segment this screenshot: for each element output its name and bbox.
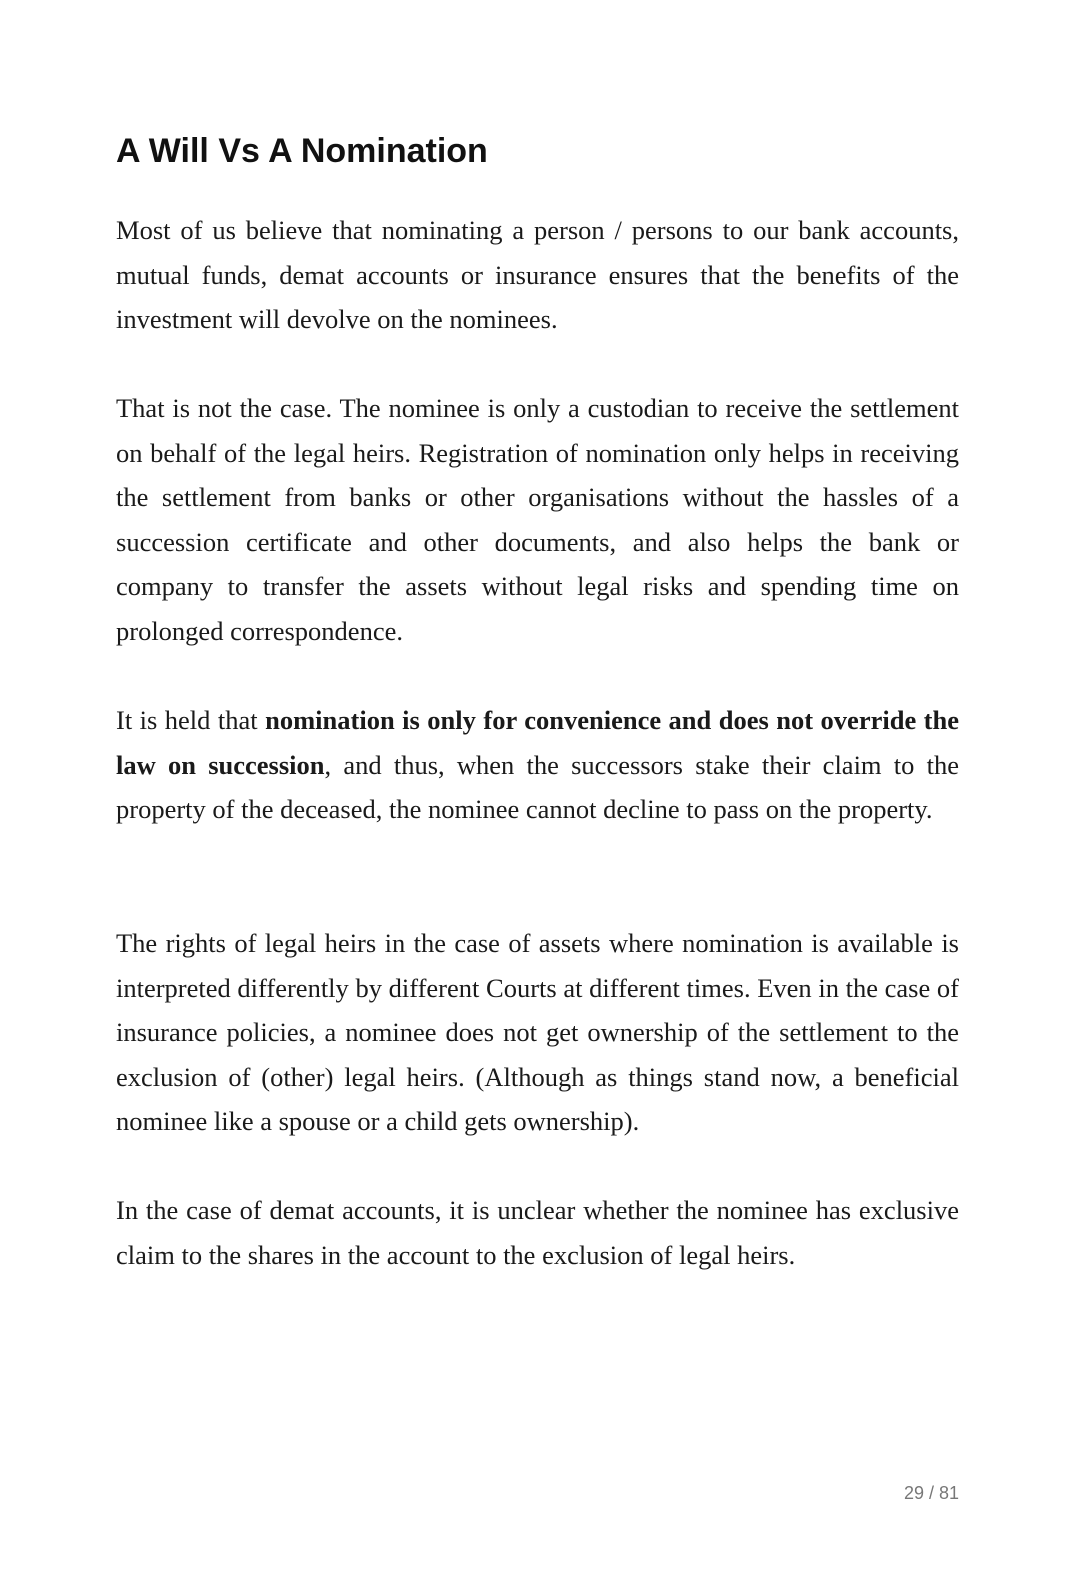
paragraph-3 [116,698,959,832]
paragraph-3-lead: It is held that [116,705,266,735]
paragraph-3-tail: , and thus, when the successors stake their claim to the property of the deceased, the nominee cannot decline to pass on the property. [116,749,959,824]
paragraph-1: Most of us believe that nominating a person / persons to our bank accounts, mutual funds, demat accounts or insurance ensures that the benefits of the investment will devolve on the nominees. [116,215,959,334]
page-title: A Will Vs A Nomination [116,132,488,170]
paragraph-4: The rights of legal heirs in the case of assets where nomination is available is interpreted differently by different Courts at different times. Even in the case of insurance policies, a nominee does not get ownership of the settlement to the exclusion of (other) legal heirs. (Although as things stand now, a beneficial nominee like a spouse or a child gets ownership). [116,928,959,1136]
page-number: 29 / 81 [903,1483,959,1503]
paragraph-5: In the case of demat accounts, it is unclear whether the nominee has exclusive claim to the shares in the account to the exclusion of legal heirs. [116,1195,959,1270]
paragraph-2: That is not the case. The nominee is only a custodian to receive the settlement on behalf of the legal heirs. Registration of nomination only helps in receiving the settlement from banks or other organisations without the hassles of a succession certificate and other documents, and also helps the bank or company to transfer the assets without legal risks and spending time on prolonged correspondence. [116,393,959,646]
paragraph-3-emphasis: nomination is only for convenience and does not override the law on succession [116,705,960,780]
